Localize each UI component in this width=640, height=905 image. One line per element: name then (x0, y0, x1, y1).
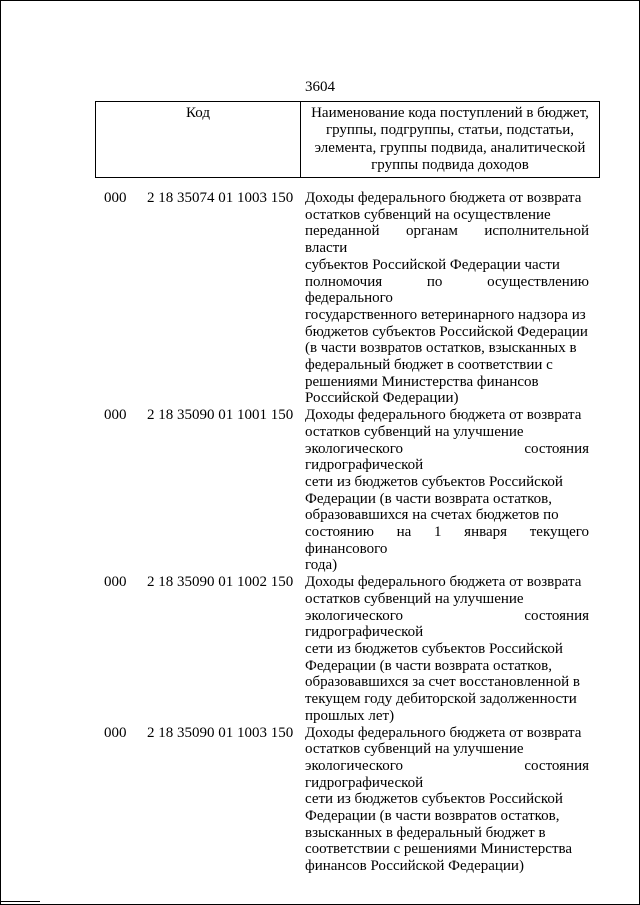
description-line: образовавшихся за счет восстановленной в (305, 674, 580, 691)
description-line: сети из бюджетов субъектов Российской (305, 791, 563, 808)
income-code-entry (0, 190, 640, 407)
description-line: соответствии с решениями Министерства (305, 841, 573, 858)
description-line: экологического состояния гидрографической (305, 440, 589, 474)
description-line: остатков субвенций на улучшение (305, 741, 524, 758)
description-line: полномочия по осуществлению федерального (305, 273, 589, 307)
description-line: Доходы федерального бюджета от возврата (305, 407, 582, 424)
description-line: Доходы федерального бюджета от возврата (305, 724, 582, 741)
description-line: Федерации (в части возврата остатков, (305, 657, 552, 674)
admin-code: 000 (104, 407, 127, 424)
income-description (305, 574, 589, 724)
description-line: решениями Министерства финансов (305, 373, 539, 390)
description-line: остатков субвенций на осуществление (305, 206, 551, 223)
budget-classification-code: 2 18 35074 01 1003 150 (147, 190, 294, 206)
header-code-label: Код (96, 102, 301, 177)
description-line: Доходы федерального бюджета от возврата (305, 574, 582, 591)
budget-classification-code: 2 18 35090 01 1001 150 (147, 407, 294, 424)
header-name-label (301, 102, 599, 177)
description-line: субъектов Российской Федерации части (305, 256, 560, 273)
header-name-line: Наименование кода поступлений в бюджет, (311, 105, 589, 121)
description-line: текущем году дебиторской задолженности (305, 691, 577, 708)
description-line: экологического состояния гидрографической (305, 757, 589, 791)
description-line: Федерации (в части возврата остатков, (305, 490, 552, 507)
table-header (95, 101, 600, 178)
description-line: сети из бюджетов субъектов Российской (305, 640, 563, 657)
description-line: сети из бюджетов субъектов Российской (305, 473, 563, 490)
description-line: Российской Федерации) (305, 390, 459, 407)
description-line: образовавшихся на счетах бюджетов по (305, 507, 559, 524)
description-line: года) (305, 557, 338, 574)
description-line: состоянию на 1 января текущего финансового (305, 524, 589, 557)
description-line: Доходы федерального бюджета от возврата (305, 190, 582, 206)
budget-classification-code: 2 18 35090 01 1002 150 (147, 574, 294, 591)
description-line: государственного ветеринарного надзора из (305, 306, 586, 323)
income-description (305, 190, 589, 407)
description-line: взысканных в федеральный бюджет в (305, 824, 546, 841)
income-code-list (0, 190, 640, 875)
admin-code: 000 (104, 574, 127, 591)
page-number: 3604 (305, 79, 335, 95)
budget-classification-code: 2 18 35090 01 1003 150 (147, 724, 294, 741)
income-description (305, 725, 589, 875)
page-edge-mark (0, 901, 40, 902)
header-name-line: группы подвида доходов (371, 157, 529, 174)
description-line: прошлых лет) (305, 707, 395, 724)
income-code-entry (0, 725, 640, 875)
income-description (305, 407, 589, 574)
header-name-line: группы, подгруппы, статьи, подстатьи, (325, 122, 575, 139)
description-line: Федерации (в части возвратов остатков, (305, 808, 560, 825)
description-line: остатков субвенций на улучшение (305, 590, 524, 607)
description-line: переданной органам исполнительной власти (305, 223, 589, 257)
description-line: остатков субвенций на улучшение (305, 423, 524, 440)
income-code-entry (0, 407, 640, 574)
header-name-line: элемента, группы подвида, аналитической (314, 139, 586, 156)
description-line: финансов Российской Федерации) (305, 858, 524, 875)
admin-code: 000 (104, 190, 127, 206)
description-line: федеральный бюджет в соответствии с (305, 357, 553, 374)
admin-code: 000 (104, 724, 127, 741)
description-line: экологического состояния гидрографической (305, 607, 589, 641)
income-code-entry (0, 574, 640, 724)
description-line: бюджетов субъектов Российской Федерации (305, 323, 588, 340)
description-line: (в части возвратов остатков, взысканных в (305, 340, 577, 357)
